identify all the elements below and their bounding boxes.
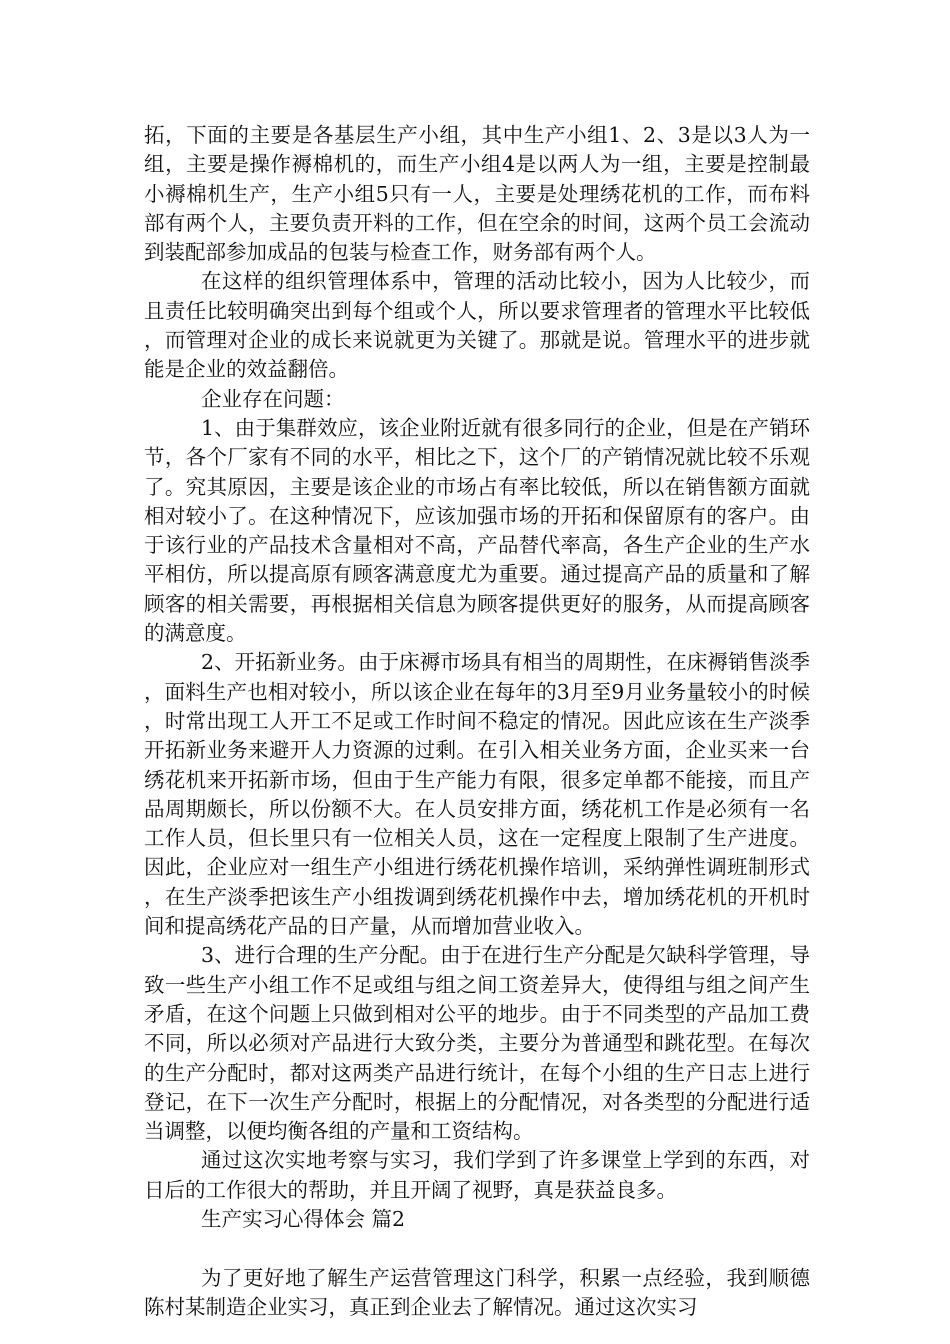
paragraph-problem-1: 1、由于集群效应，该企业附近就有很多同行的企业，但是在产销环节，各个厂家有不同的水平，相比之下，这个厂的产销情况就比较不乐观了。究其原因，主要是该企业的市场占有率比较低，所以在销售额方面就相对较小了。在这种情况下，应该加强市场的开拓和保留原有的客户。由于该行业的产品技术含量相对不高，产品替代率高，各生产企业的生产水平相仿，所以提高原有顾客满意度尤为重要。通过提高产品的质量和了解顾客的相关需要，再根据相关信息为顾客提供更好的服务，从而提高顾客的满意度。 (144, 415, 810, 646)
section-title: 生产实习心得体会 篇2 (201, 1206, 406, 1231)
blank-line (144, 1234, 810, 1263)
paragraph-problem-3: 3、进行合理的生产分配。由于在进行生产分配是欠缺科学管理，导致一些生产小组工作不足或组与组之间工资差异大，使得组与组之间产生矛盾，在这个问题上只做到相对公平的地步。由于不同类型的产品加工费不同，所以必须对产品进行大致分类，主要分为普通型和跳花型。在每次的生产分配时，都对这两类产品进行统计，在每个小组的生产日志上进行登记，在下一次生产分配时，根据上的分配情况，对各类型的分配进行适当调整，以便均衡各组的产量和工资结构。 (144, 943, 810, 1144)
paragraph-management-system: 在这样的组织管理体系中，管理的活动比较小，因为人比较少，而且责任比较明确突出到每个组或个人，所以要求管理者的管理水平比较低，而管理对企业的成长来说就更为关键了。那就是说。管理水平的进步就能是企业的效益翻倍。 (144, 269, 810, 382)
document-body (144, 121, 810, 1322)
paragraph-conclusion: 通过这次实地考察与实习，我们学到了许多课堂上学到的东西，对日后的工作很大的帮助，并且开阔了视野，真是获益良多。 (144, 1148, 810, 1202)
paragraph-org-structure-continued: 拓，下面的主要是各基层生产小组，其中生产小组1、2、3是以3人为一组，主要是操作褥棉机的，而生产小组4是以两人为一组，主要是控制最小褥棉机生产，生产小组5只有一人，主要是处理绣花机的工作，而布料部有两个人，主要负责开料的工作，但在空余的时间，这两个员工会流动到装配部参加成品的包装与检查工作，财务部有两个人。 (144, 123, 810, 265)
paragraph-second-essay-intro: 为了更好地了解生产运营管理这门科学，积累一点经验，我到顺德陈村某制造企业实习，真正到企业去了解情况。通过这次实习 (144, 1265, 810, 1319)
paragraph-problem-2: 2、开拓新业务。由于床褥市场具有相当的周期性，在床褥销售淡季，面料生产也相对较小，所以该企业在每年的3月至9月业务量较小的时候，时常出现工人开工不足或工作时间不稳定的情况。因此应该在生产淡季开拓新业务来避开人力资源的过剩。在引入相关业务方面，企业买来一台绣花机来开拓新市场，但由于生产能力有限，很多定单都不能接，而且产品周期颇长，所以份额不大。在人员安排方面，绣花机工作是必须有一名工作人员，但长里只有一位相关人员，这在一定程度上限制了生产进度。因此，企业应对一组生产小组进行绣花机操作培训，采纳弹性调班制形式，在生产淡季把该生产小组拨调到绣花机操作中去，增加绣花机的开机时间和提高绣花产品的日产量，从而增加营业收入。 (144, 650, 810, 939)
paragraph-problems-heading: 企业存在问题： (201, 386, 345, 411)
